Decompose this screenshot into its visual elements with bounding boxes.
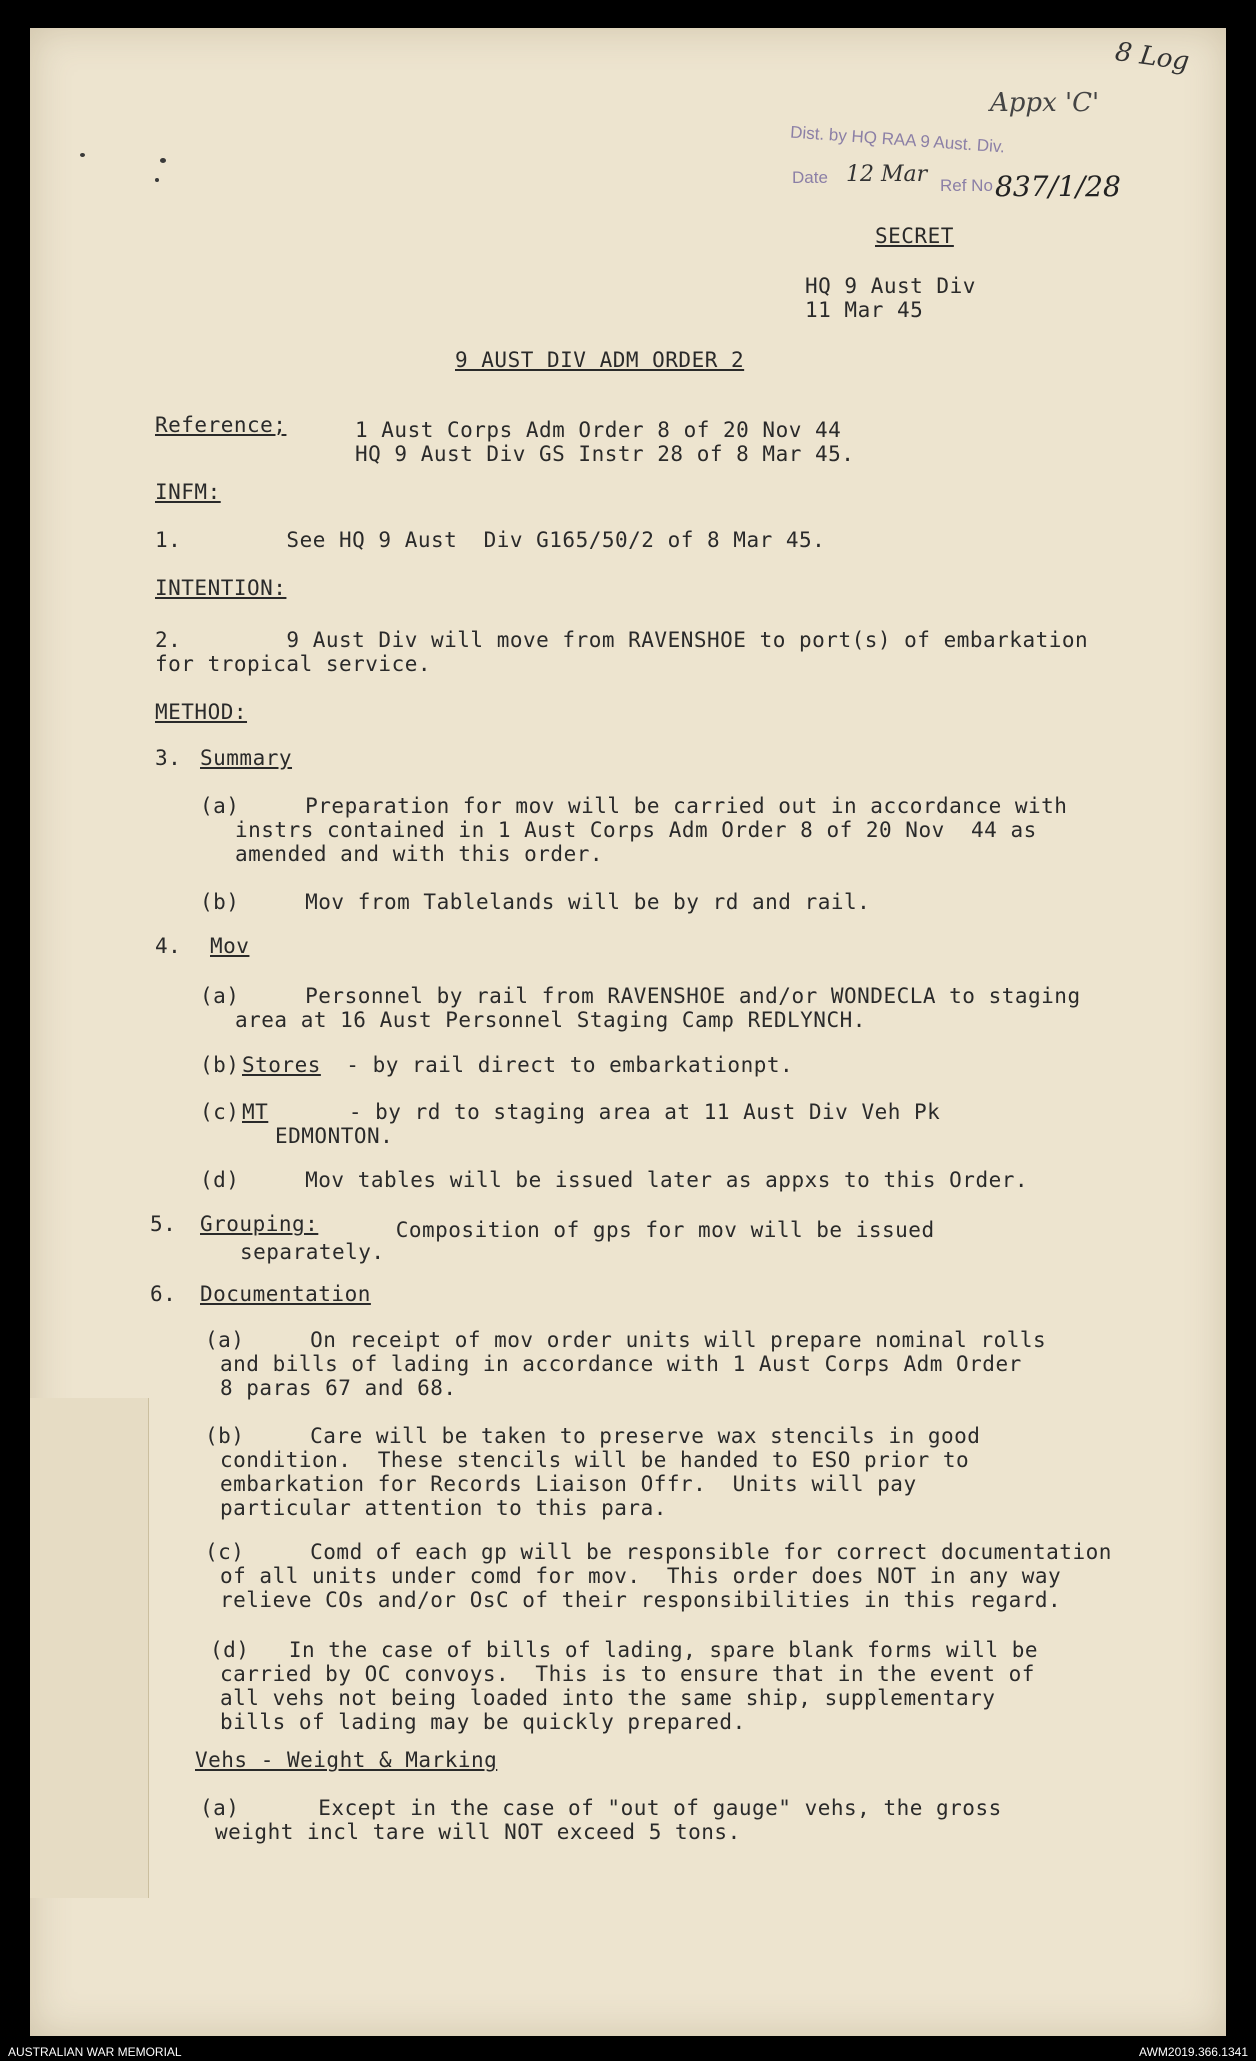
para-6c-line-1: (c) Comd of each gp will be responsible for correct documentation (205, 1540, 1112, 1564)
para-3-title: Summary (200, 746, 293, 770)
para-6a-line-2: and bills of lading in accordance with 1 Aust Corps Adm Order (220, 1352, 1022, 1376)
para-4a-line-2: area at 16 Aust Personnel Staging Camp REDLYNCH. (235, 1008, 866, 1032)
para-6b-line-3: embarkation for Records Liaison Offr. Units will pay (220, 1472, 917, 1496)
para-4-number: 4. (155, 934, 182, 958)
reference-line-2: HQ 9 Aust Div GS Instr 28 of 8 Mar 45. (355, 442, 855, 466)
archive-accession-number: AWM2019.366.1341 (1139, 2045, 1248, 2059)
handwritten-ref-no: 837/1/28 (995, 170, 1121, 203)
para-3a-line-2: instrs contained in 1 Aust Corps Adm Order 8 of 20 Nov 44 as (235, 818, 1037, 842)
handwritten-appx: Appx 'C' (990, 88, 1100, 118)
para-6a-line-1: (a) On receipt of mov order units will prepare nominal rolls (205, 1328, 1047, 1352)
para-5-line-2: separately. (240, 1240, 385, 1264)
para-6c-line-2: of all units under comd for mov. This order does NOT in any way (220, 1564, 1062, 1588)
para-7a-line-2: weight incl tare will NOT exceed 5 tons. (215, 1820, 741, 1844)
para-4b-text: - by rail direct to embarkationpt. (320, 1053, 794, 1077)
para-3a-line-1: (a) Preparation for mov will be carried out in accordance with (200, 794, 1068, 818)
para-4b-label: (b) (200, 1053, 240, 1077)
para-6b-line-1: (b) Care will be taken to preserve wax stencils in good (205, 1424, 981, 1448)
para-6b-line-2: condition. These stencils will be handed to ESO prior to (220, 1448, 970, 1472)
para-4b-title: Stores (242, 1053, 321, 1077)
para-6-title: Documentation (200, 1282, 371, 1306)
para-5-title: Grouping: (200, 1212, 319, 1236)
para-6d-line-2: carried by OC convoys. This is to ensure that in the event of (220, 1662, 1035, 1686)
para-4c-title: MT (242, 1100, 269, 1124)
para-7-title: Vehs - Weight & Marking (195, 1748, 498, 1772)
para-5-number: 5. (150, 1212, 177, 1236)
stamp-ref-label: Ref No (940, 176, 993, 195)
para-4c-label: (c) (200, 1100, 240, 1124)
header-date: 11 Mar 45 (805, 298, 924, 322)
stamp-date-label: Date (792, 168, 828, 187)
para-6b-line-4: particular attention to this para. (220, 1496, 667, 1520)
para-6d-line-3: all vehs not being loaded into the same ship, supplementary (220, 1686, 996, 1710)
para-3a-line-3: amended and with this order. (235, 842, 604, 866)
header-hq: HQ 9 Aust Div (805, 274, 976, 298)
para-3b: (b) Mov from Tablelands will be by rd and rail. (200, 890, 871, 914)
reference-line-1: 1 Aust Corps Adm Order 8 of 20 Nov 44 (355, 418, 842, 442)
para-1: 1. See HQ 9 Aust Div G165/50/2 of 8 Mar 45. (155, 528, 826, 552)
archive-credit: AUSTRALIAN WAR MEMORIAL (8, 2045, 182, 2059)
para-4a-line-1: (a) Personnel by rail from RAVENSHOE and/or WONDECLA to staging (200, 984, 1081, 1008)
para-4-title: Mov (210, 934, 250, 958)
distribution-stamp: Dist. by HQ RAA 9 Aust. Div. (789, 122, 1006, 157)
heading-method: METHOD: (155, 700, 248, 724)
reference-label: Reference; (155, 413, 287, 437)
para-6d-line-1: (d) In the case of bills of lading, spare blank forms will be (210, 1638, 1039, 1662)
document-title: 9 AUST DIV ADM ORDER 2 (455, 348, 745, 372)
para-6c-line-3: relieve COs and/or OsC of their responsibilities in this regard. (220, 1588, 1062, 1612)
para-4d: (d) Mov tables will be issued later as appxs to this Order. (200, 1168, 1029, 1192)
document-page (30, 28, 1226, 2036)
heading-intention: INTENTION: (155, 576, 287, 600)
para-4c-text: - by rd to staging area at 11 Aust Div Veh Pk (270, 1100, 941, 1124)
underlying-sheet (30, 1398, 149, 1898)
para-3-number: 3. (155, 746, 182, 770)
handwritten-date: 12 Mar (846, 162, 928, 187)
para-2-line-2: for tropical service. (155, 652, 432, 676)
para-5-text: Composition of gps for mov will be issued (330, 1218, 935, 1242)
para-6a-line-3: 8 paras 67 and 68. (220, 1376, 457, 1400)
para-7a-line-1: (a) Except in the case of "out of gauge" vehs, the gross (200, 1796, 1002, 1820)
para-4c-line-2: EDMONTON. (275, 1124, 394, 1148)
para-2-line-1: 2. 9 Aust Div will move from RAVENSHOE to port(s) of embarkation (155, 628, 1089, 652)
para-6d-line-4: bills of lading may be quickly prepared. (220, 1710, 746, 1734)
para-6-number: 6. (150, 1282, 177, 1306)
classification: SECRET (875, 224, 954, 248)
heading-infm: INFM: (155, 480, 221, 504)
handwritten-log-note: 8 Log (1113, 36, 1192, 78)
